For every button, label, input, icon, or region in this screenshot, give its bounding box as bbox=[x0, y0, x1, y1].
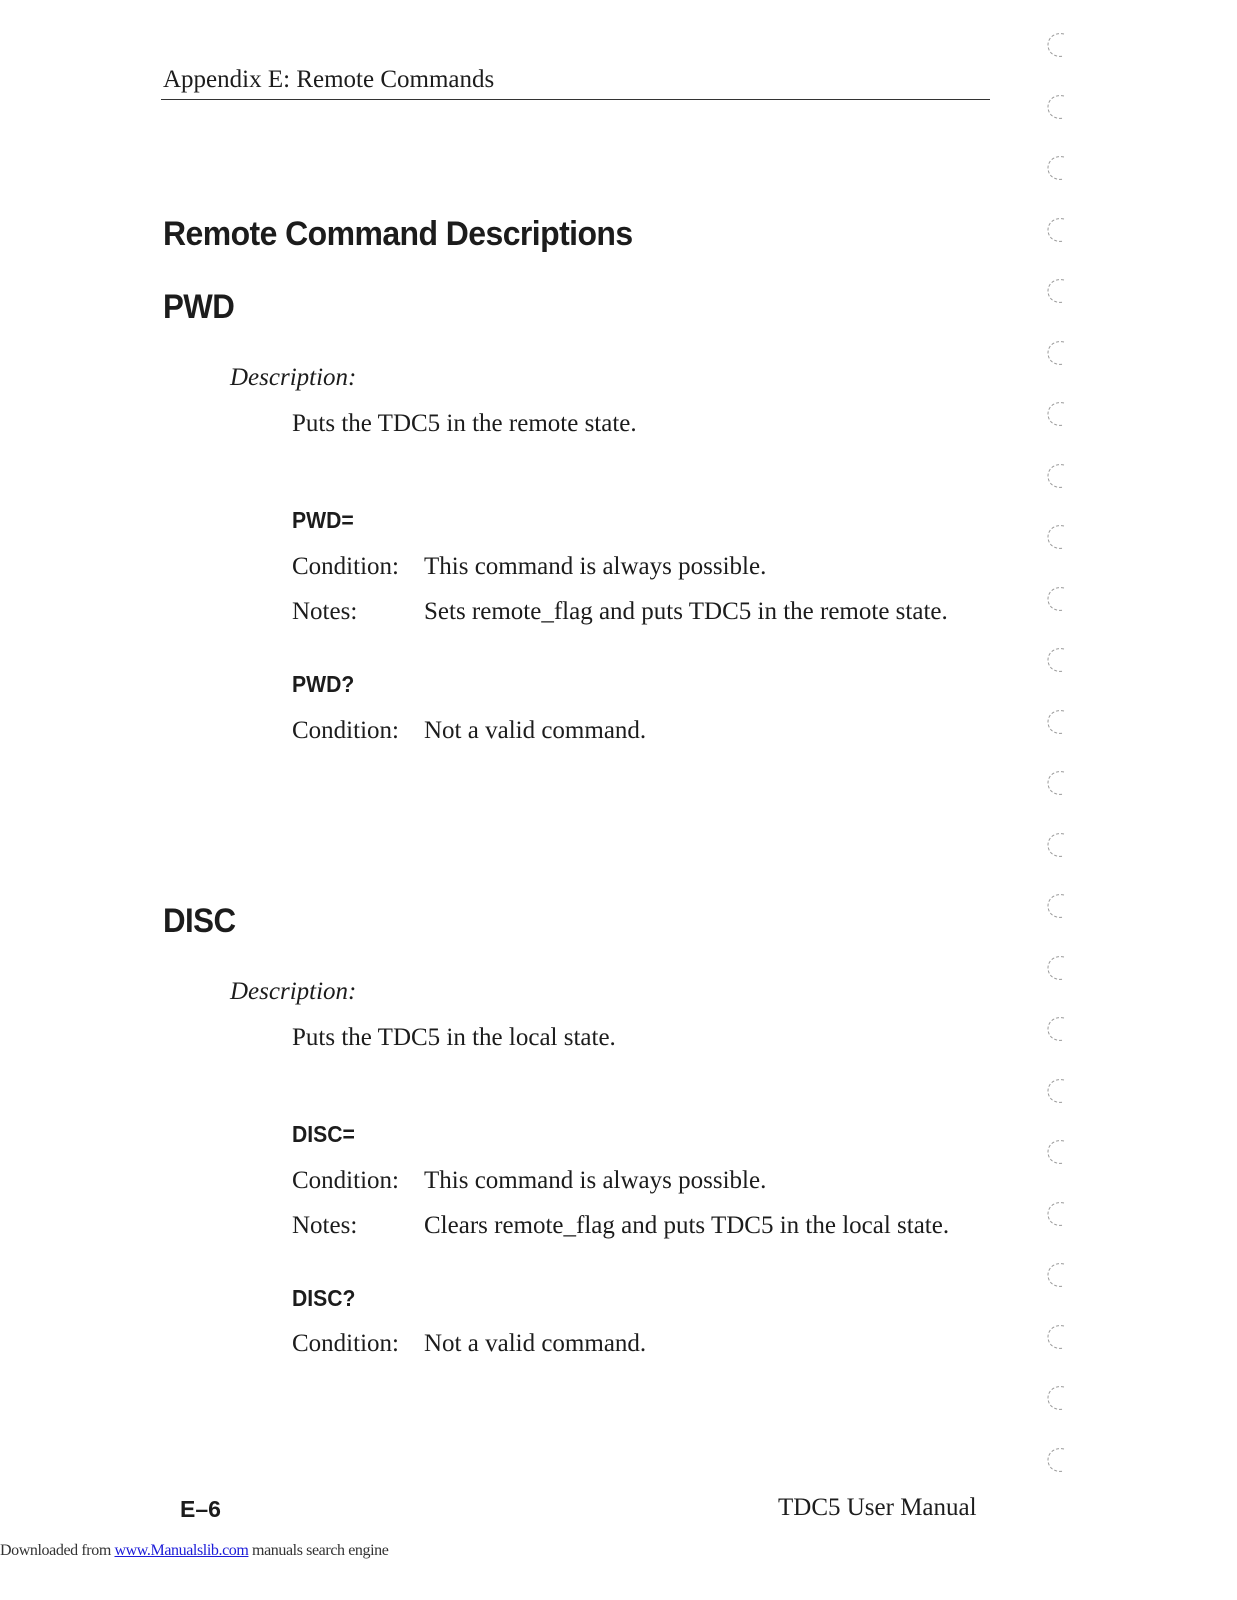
binder-hole bbox=[1044, 645, 1070, 675]
binder-hole bbox=[1044, 1260, 1070, 1290]
section-title-disc: DISC bbox=[163, 902, 236, 940]
condition-text: Not a valid command. bbox=[424, 717, 647, 744]
command-name-pwd-set: PWD= bbox=[292, 507, 354, 533]
notes-text: Sets remote_flag and puts TDC5 in the remote state. bbox=[424, 598, 948, 625]
binder-hole bbox=[1044, 768, 1070, 798]
binder-hole bbox=[1044, 215, 1070, 245]
binder-hole bbox=[1044, 584, 1070, 614]
notes-label: Notes: bbox=[292, 1212, 358, 1239]
binder-hole bbox=[1044, 1076, 1070, 1106]
binder-hole bbox=[1044, 153, 1070, 183]
condition-text: This command is always possible. bbox=[424, 1167, 767, 1194]
binder-hole bbox=[1044, 276, 1070, 306]
description-label: Description: bbox=[230, 978, 357, 1005]
binder-hole bbox=[1044, 461, 1070, 491]
binder-holes bbox=[1038, 30, 1088, 1540]
binder-hole bbox=[1044, 522, 1070, 552]
page-number: E–6 bbox=[180, 1496, 221, 1522]
condition-text: This command is always possible. bbox=[424, 553, 767, 580]
binder-hole bbox=[1044, 1383, 1070, 1413]
notes-text: Clears remote_flag and puts TDC5 in the local state. bbox=[424, 1212, 950, 1239]
command-name-disc-set: DISC= bbox=[292, 1121, 355, 1147]
manualslib-link[interactable]: www.Manualslib.com bbox=[114, 1542, 249, 1559]
page-title: Remote Command Descriptions bbox=[163, 215, 633, 253]
command-name-disc-query: DISC? bbox=[292, 1285, 356, 1311]
header-rule bbox=[161, 99, 990, 100]
condition-label: Condition: bbox=[292, 1330, 399, 1357]
manual-title: TDC5 User Manual bbox=[778, 1494, 977, 1521]
binder-hole bbox=[1044, 1199, 1070, 1229]
condition-label: Condition: bbox=[292, 717, 399, 744]
running-header: Appendix E: Remote Commands bbox=[163, 66, 495, 93]
notes-label: Notes: bbox=[292, 598, 358, 625]
binder-hole bbox=[1044, 92, 1070, 122]
binder-hole bbox=[1044, 1322, 1070, 1352]
binder-hole bbox=[1044, 830, 1070, 860]
section-title-pwd: PWD bbox=[163, 288, 235, 326]
binder-hole bbox=[1044, 1137, 1070, 1167]
binder-hole bbox=[1044, 1445, 1070, 1475]
binder-hole bbox=[1044, 399, 1070, 429]
binder-hole bbox=[1044, 891, 1070, 921]
description-label: Description: bbox=[230, 364, 357, 391]
download-suffix: manuals search engine bbox=[248, 1542, 389, 1559]
binder-hole bbox=[1044, 1014, 1070, 1044]
command-name-pwd-query: PWD? bbox=[292, 671, 355, 697]
description-text: Puts the TDC5 in the local state. bbox=[292, 1024, 616, 1051]
binder-hole bbox=[1044, 30, 1070, 60]
binder-hole bbox=[1044, 707, 1070, 737]
binder-hole bbox=[1044, 338, 1070, 368]
download-prefix: Downloaded from bbox=[0, 1542, 115, 1559]
description-text: Puts the TDC5 in the remote state. bbox=[292, 410, 637, 437]
condition-text: Not a valid command. bbox=[424, 1330, 647, 1357]
condition-label: Condition: bbox=[292, 553, 399, 580]
condition-label: Condition: bbox=[292, 1167, 399, 1194]
binder-hole bbox=[1044, 953, 1070, 983]
download-line bbox=[0, 1542, 388, 1560]
